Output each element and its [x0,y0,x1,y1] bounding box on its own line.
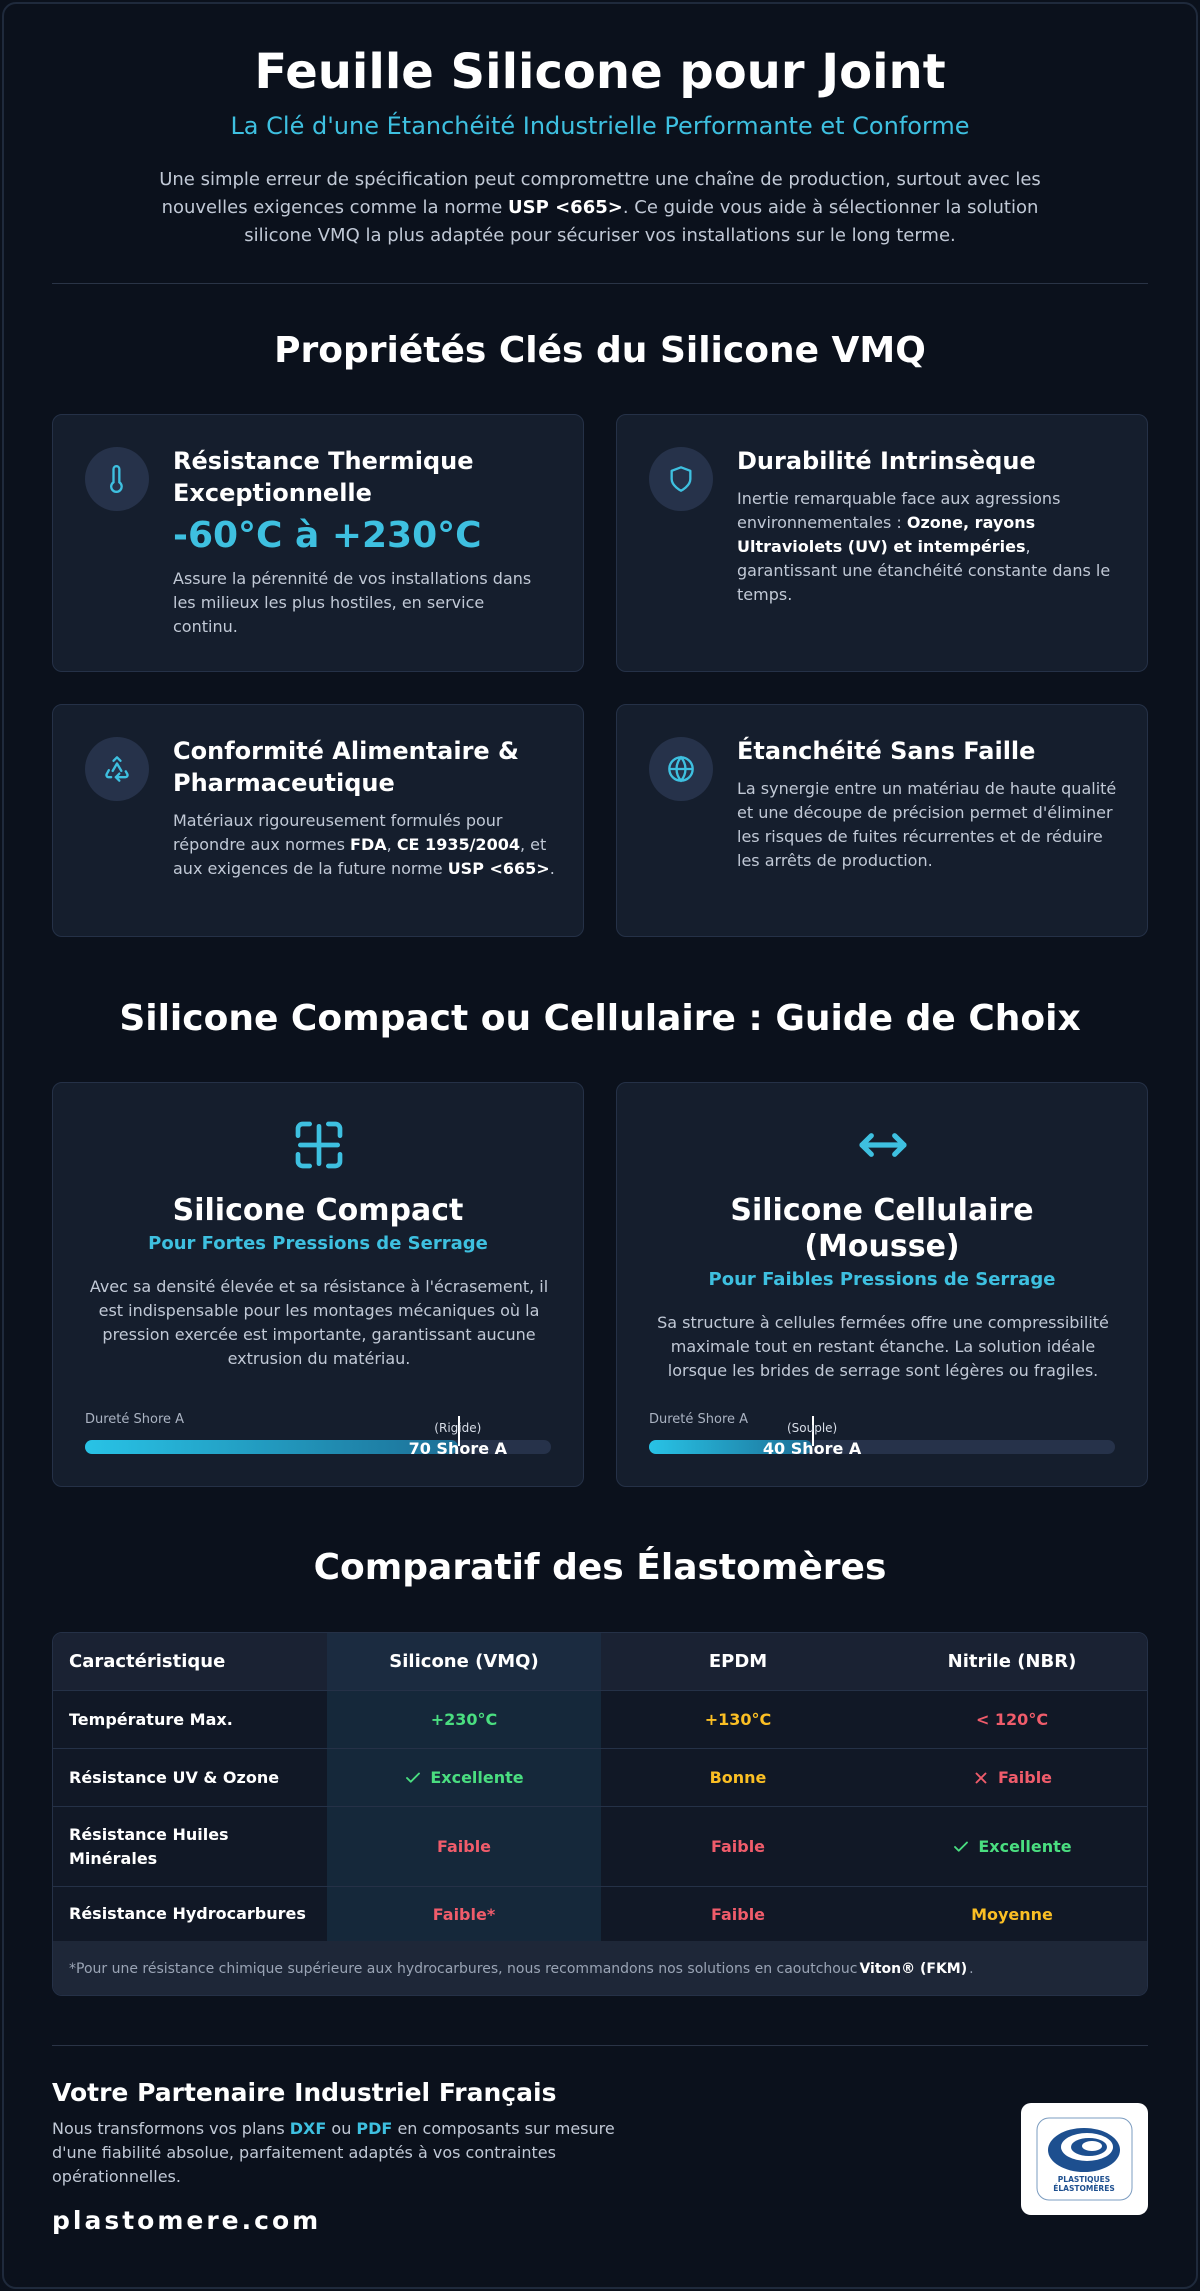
card-text-part: , garantissant une étanchéité constante dans le temps. [737,537,1111,604]
table-cell [404,1768,523,1787]
choice-text: Sa structure à cellules fermées offre une compressibilité maximale tout en restant étanche. La solution idéale lorsque les brides de serrage sont légères ou fragiles. [657,1313,1109,1380]
cell-text: Faible [997,1768,1053,1787]
cell-text: Excellente [978,1837,1072,1856]
comparison-table [52,1632,1148,1996]
card-text-part: , et aux exigences de la future norme [173,835,547,878]
card-text [173,809,558,881]
shore-value: 40 Shore A [762,1439,862,1458]
temperature-range: -60°C à +230°C [173,515,482,556]
format-dxf: DXF [289,2119,327,2138]
table-cell [972,1768,1052,1787]
svg-text:ÉLASTOMÈRES: ÉLASTOMÈRES [1053,2184,1115,2193]
intro-norm: USP <665> [508,197,623,218]
card-text: La synergie entre un matériau de haute qualité et une découpe de précision permet d'éliminer les risques de fuites récurrentes et de réduire les arrêts de production. [737,779,1117,870]
table-row [53,1749,1148,1807]
property-card-thermal [52,414,584,672]
column-header: Nitrile (NBR) [947,1651,1077,1672]
card-title: Étanchéité Sans Faille [737,737,1036,765]
choice-title [617,1193,1147,1265]
website-link[interactable]: plastomere.com [52,2206,322,2235]
intro-paragraph [150,166,1050,250]
norm-fda: FDA [350,835,387,854]
choice-title: Silicone Compact [172,1193,464,1228]
table-footnote [53,1941,1148,1996]
table-cell [952,1837,1071,1856]
shore-label: Dureté Shore A [85,1412,185,1427]
table-row [53,1887,1148,1941]
footnote-text: . [969,1961,974,1977]
footnote-text: *Pour une résistance chimique supérieure aux hydrocarbures, nous recommandons nos solutions en caoutchouc [69,1961,858,1977]
format-pdf: PDF [356,2119,393,2138]
table-cell: +130°C [704,1710,772,1729]
table-cell: Faible [710,1837,766,1856]
company-logo [1021,2103,1148,2215]
properties-heading: Propriétés Clés du Silicone VMQ [274,330,926,371]
shore-bar-fill [85,1440,458,1454]
footer-text-part: ou [326,2119,357,2138]
column-header: EPDM [708,1651,768,1672]
card-title: Conformité Alimentaire & Pharmaceutique [173,737,519,797]
choice-title-line: Silicone Cellulaire [730,1193,1034,1228]
property-card-durability [616,414,1148,672]
choice-card-cellular [616,1082,1148,1487]
row-label: Température Max. [69,1709,233,1729]
recycle-icon [85,737,149,801]
x-icon [972,1769,990,1787]
check-icon [404,1769,422,1787]
card-text [737,487,1122,607]
footnote-product: Viton® (FKM) [859,1961,968,1977]
shore-value: 70 Shore A [408,1439,508,1458]
choice-title-line: (Mousse) [804,1229,960,1264]
choice-subtitle: Pour Fortes Pressions de Serrage [148,1233,488,1254]
table-cell: Faible [436,1837,492,1856]
shore-hint: (Rigide) [434,1421,482,1435]
norm-ce: CE 1935/2004 [396,835,520,854]
thermometer-icon [85,447,149,511]
page-title: Feuille Silicone pour Joint [254,44,946,100]
row-label: Résistance Hydrocarbures [69,1904,306,1923]
card-title: Durabilité Intrinsèque [737,447,1036,475]
divider [52,2045,1148,2046]
table-header-row [53,1633,1148,1691]
table-cell: < 120°C [975,1710,1049,1729]
guide-heading: Silicone Compact ou Cellulaire : Guide de Choix [119,998,1081,1039]
card-text-bold: Ozone, rayons Ultraviolets (UV) et intempéries [737,513,1036,556]
norm-usp: USP <665> [447,859,550,878]
expand-cross-icon [291,1117,347,1177]
choice-subtitle: Pour Faibles Pressions de Serrage [708,1269,1056,1290]
check-icon [952,1838,970,1856]
column-header: Caractéristique [69,1650,226,1672]
footer-text [52,2117,652,2189]
card-title: Résistance Thermique Exceptionnelle [173,447,474,507]
intro-text: Une simple erreur de spécification peut compromettre une chaîne de production, surtout avec les nouvelles exigences comme la norme [159,169,1041,218]
card-text-part: , [386,835,397,854]
shore-label: Dureté Shore A [649,1412,749,1427]
table-row [53,1807,1148,1887]
shield-icon [649,447,713,511]
globe-icon [649,737,713,801]
footer-text-part: Nous transformons vos plans [52,2119,290,2138]
comparison-heading: Comparatif des Élastomères [313,1547,887,1588]
logo-mark [1021,2103,1148,2215]
card-text-part: Matériaux rigoureusement formulés pour répondre aux normes [173,811,503,854]
choice-card-compact [52,1082,584,1487]
table-row [53,1691,1148,1749]
property-card-sealing [616,704,1148,937]
row-label: Résistance Huiles Minérales [69,1824,229,1868]
shore-hint: (Souple) [786,1421,838,1435]
card-text-part: . [549,859,555,878]
card-text-part: Inertie remarquable face aux agressions environnementales : [737,489,1061,532]
arrows-left-right-icon [855,1117,911,1177]
row-label: Résistance UV & Ozone [69,1767,280,1787]
table-cell: Faible [710,1904,766,1924]
table-cell: Moyenne [971,1904,1053,1924]
footer-title: Votre Partenaire Industriel Français [52,2078,557,2107]
intro-text-end: . Ce guide vous aide à sélectionner la solution silicone VMQ la plus adaptée pour sécuriser vos installations sur le long terme. [244,197,1039,246]
page-subtitle: La Clé d'une Étanchéité Industrielle Performante et Conforme [230,112,970,140]
cell-text: Excellente [430,1768,524,1787]
choice-text: Avec sa densité élevée et sa résistance à l'écrasement, il est indispensable pour les montages mécaniques où la pression exercée est importante, garantissant aucune extrusion du matériau. [89,1277,549,1368]
divider [52,283,1148,284]
card-text: Assure la pérennité de vos installations dans les milieux les plus hostiles, en service continu. [173,569,532,636]
shore-bar [85,1421,551,1458]
footer-text-part: en composants sur mesure d'une fiabilité absolue, parfaitement adaptés à vos contraintes opérationnelles. [52,2119,615,2186]
table-cell: Faible* [432,1904,496,1924]
svg-text:PLASTIQUES: PLASTIQUES [1057,2175,1111,2184]
column-header: Silicone (VMQ) [327,1633,601,1690]
shore-bar [649,1421,1115,1458]
table-cell: +230°C [430,1710,498,1729]
property-card-compliance [52,704,584,937]
table-cell: Bonne [709,1768,767,1787]
